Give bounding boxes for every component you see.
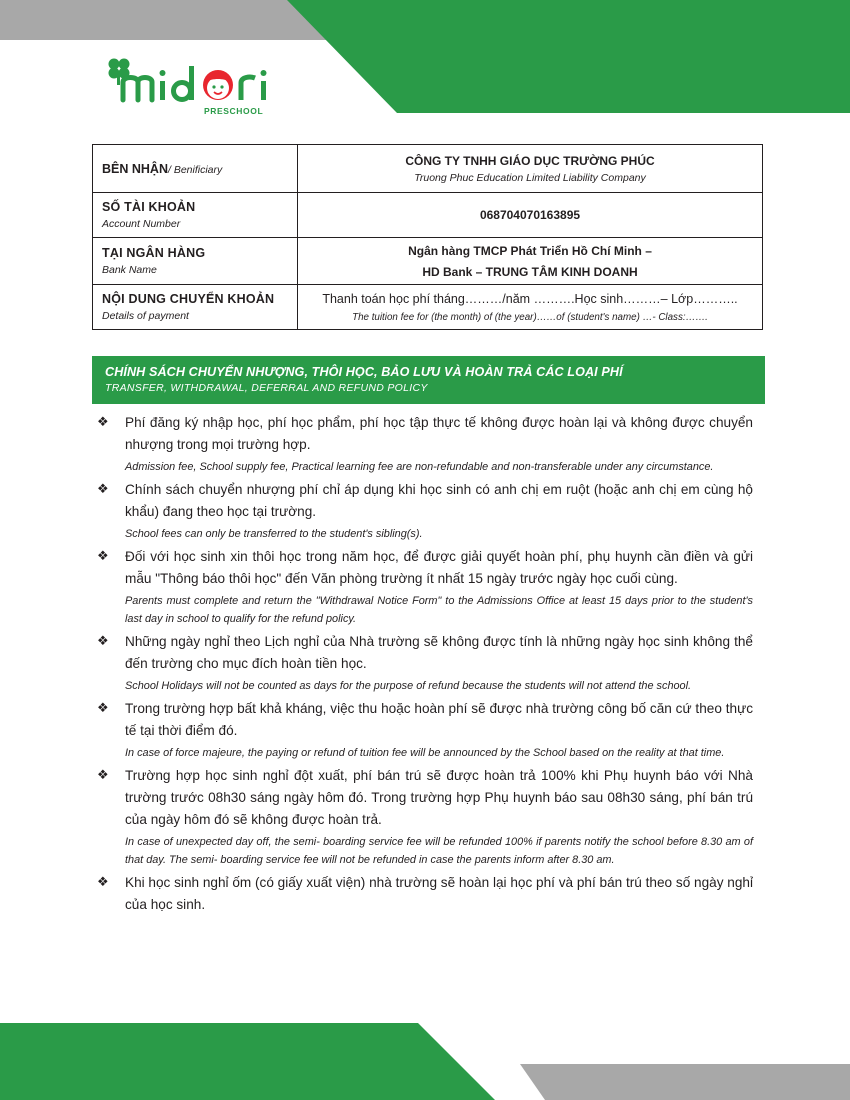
policy-item-en: Parents must complete and return the "Withdrawal Notice Form" to the Admissions Office at least 15 days prior to the student's last day in school to qualify for the refund policy. (125, 595, 753, 625)
policy-item-vi: Trường hợp học sinh nghỉ đột xuất, phí bán trú sẽ được hoàn trả 100% khi Phụ huynh báo với Nhà trường trước 08h30 sáng ngày hôm đó. Trong trường hợp Phụ huynh báo sau 08h30 sáng, phí bán trú của ngày hôm đó sẽ không được hoàn trả. (125, 768, 753, 827)
policy-item-vi: Phí đăng ký nhập học, phí học phẩm, phí học tập thực tế không được hoàn lại và không được chuyển nhượng trong mọi trường hợp. (125, 415, 753, 452)
policy-item (97, 872, 753, 916)
account-label (93, 193, 298, 238)
beneficiary-label-en: / Benificiary (167, 163, 223, 176)
policy-title: CHÍNH SÁCH CHUYỂN NHƯỢNG, THÔI HỌC, BẢO LƯU VÀ HOÀN TRẢ CÁC LOẠI PHÍ (105, 365, 623, 379)
bullet-icon: ❖ (97, 874, 109, 889)
policy-item-vi: Chính sách chuyển nhượng phí chỉ áp dụng khi học sinh có anh chị em ruột (hoặc anh chị em cùng hộ khẩu) đang theo học tại trường. (125, 482, 753, 519)
face-icon (203, 70, 233, 100)
logo-graphic (105, 56, 285, 118)
bullet-icon: ❖ (97, 633, 109, 648)
bank-name-line1: Ngân hàng TMCP Phát Triển Hồ Chí Minh – (408, 243, 652, 258)
account-label-vi: SỐ TÀI KHOẢN (102, 200, 196, 214)
header-green-band (287, 0, 850, 113)
policy-item (97, 631, 753, 695)
policy-item-en: School fees can only be transferred to the student's sibling(s). (125, 528, 423, 540)
policy-item (97, 412, 753, 476)
policy-list (97, 412, 753, 916)
account-row (93, 193, 763, 238)
beneficiary-name-vi: CÔNG TY TNHH GIÁO DỤC TRƯỜNG PHÚC (405, 153, 655, 168)
bank-info-table (92, 144, 763, 330)
policy-banner (92, 356, 765, 404)
policy-subtitle: TRANSFER, WITHDRAWAL, DEFERRAL AND REFUND POLICY (105, 382, 428, 394)
footer-green-band (0, 1023, 495, 1100)
account-number: 068704070163895 (479, 208, 581, 222)
bullet-icon: ❖ (97, 481, 109, 496)
policy-item-en: In case of force majeure, the paying or refund of tuition fee will be announced by the School based on the reality at that time. (125, 747, 725, 759)
policy-item (97, 479, 753, 543)
beneficiary-label-vi: BÊN NHẬN (102, 161, 168, 176)
logo-subtext: PRESCHOOL (204, 106, 264, 116)
policy-item (97, 546, 753, 628)
bullet-icon: ❖ (97, 700, 109, 715)
payment-details-vi: Thanh toán học phí tháng………/năm ……….Học sinh………– Lớp……….. (322, 291, 738, 306)
payment-row (93, 285, 763, 330)
payment-details-en: The tuition fee for (the month) of (the year)……of (student's name) …- Class:……. (352, 311, 708, 323)
beneficiary-label (93, 145, 298, 193)
letter-m (123, 78, 152, 101)
policy-item (97, 698, 753, 762)
policy-item (97, 765, 753, 869)
policy-item-en: School Holidays will not be counted as days for the purpose of refund because the students will not attend the school. (125, 680, 692, 692)
payment-value (298, 285, 763, 330)
beneficiary-row (93, 145, 763, 193)
bullet-icon: ❖ (97, 767, 109, 782)
policy-item-vi: Khi học sinh nghỉ ốm (có giấy xuất viện) nhà trường sẽ hoàn lại học phí và phí bán trú theo số ngày nghỉ của học sinh. (125, 875, 753, 912)
clover-icon (109, 59, 130, 86)
footer-grey-band (520, 1064, 850, 1100)
footer-decoration (0, 1020, 850, 1100)
bank-value (298, 238, 763, 285)
policy-item-vi: Đối với học sinh xin thôi học trong năm học, để được giải quyết hoàn phí, phụ huynh cần điền và gửi mẫu "Thông báo thôi học" đến Văn phòng trường ít nhất 15 ngày trước ngày học cuối cùng. (125, 549, 753, 586)
bank-label (93, 238, 298, 285)
midori-logo (105, 56, 285, 118)
policy-item-en: In case of unexpected day off, the semi- boarding service fee will be refunded 100% if parents notify the school before 8.30 am of that day. The semi- boarding service fee will not be refunded in case the parents inform after 8.30 am. (125, 836, 753, 866)
policy-item-en: Admission fee, School supply fee, Practical learning fee are non-refundable and non-transferable under any circumstance. (125, 461, 714, 473)
account-label-en: Account Number (102, 218, 181, 230)
bank-label-en: Bank Name (102, 264, 157, 276)
bank-label-vi: TẠI NGÂN HÀNG (102, 246, 206, 260)
bank-name-line2: HD Bank – TRUNG TÂM KINH DOANH (422, 264, 638, 279)
policy-item-vi: Trong trường hợp bất khả kháng, việc thu hoặc hoàn phí sẽ được nhà trường công bố căn cứ theo thực tế tại thời điểm đó. (125, 701, 753, 738)
beneficiary-name-en: Truong Phuc Education Limited Liability Company (414, 171, 646, 184)
payment-label-en: Details of payment (102, 310, 189, 322)
payment-label-vi: NỘI DUNG CHUYỂN KHOẢN (102, 292, 275, 306)
policy-item-vi: Những ngày nghỉ theo Lịch nghỉ của Nhà trường sẽ không được tính là những ngày học sinh không thể đến trường cho mục đích hoàn tiền học. (125, 634, 753, 671)
beneficiary-value (298, 145, 763, 193)
bullet-icon: ❖ (97, 548, 109, 563)
bullet-icon: ❖ (97, 414, 109, 429)
payment-label (93, 285, 298, 330)
account-value (298, 193, 763, 238)
bank-row (93, 238, 763, 285)
